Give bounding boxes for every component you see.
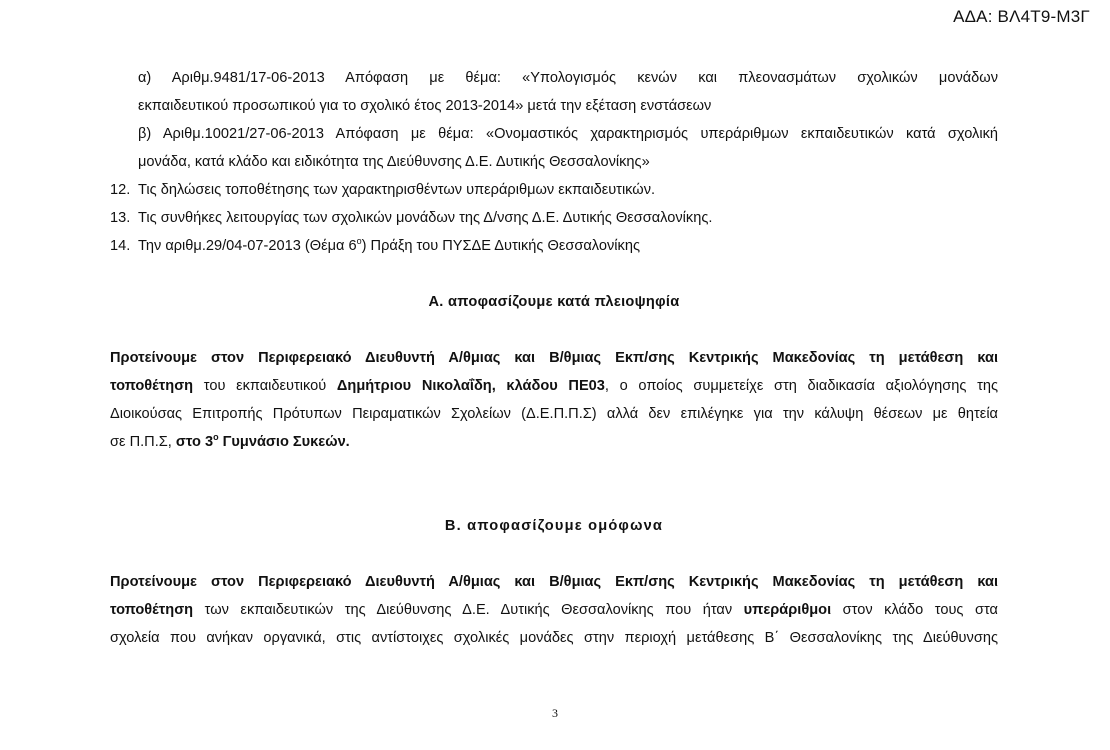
list-number: 13.	[110, 210, 131, 226]
list-text-post: ) Πράξη του ΠΥΣΔΕ Δυτικής Θεσσαλονίκης	[361, 238, 640, 254]
bold-text: τοποθέτηση	[110, 602, 194, 618]
item-a-line-2: εκπαιδευτικού προσωπικού για το σχολικό έτος 2013-2014» μετά την εξέταση ενστάσεων	[138, 98, 712, 114]
superscript: ο	[213, 432, 219, 443]
school-name-post: Γυμνάσιο Συκεών.	[218, 434, 350, 450]
teacher-name: Δημήτριου Νικολαΐδη, κλάδου ΠΕ03	[336, 378, 605, 394]
section-a-line-3: Διοικούσας Επιτροπής Πρότυπων Πειραματικών Σχολείων (Δ.Ε.Π.Π.Σ) αλλά δεν επιλέγηκε για την κάλυψη θέσεων με θητεία	[110, 406, 998, 422]
school-name-pre: στο 3	[175, 434, 214, 450]
bold-text: υπεράριθμοι	[743, 602, 832, 618]
superscript: ο	[356, 236, 362, 247]
plain-text: σε Π.Π.Σ,	[110, 434, 176, 450]
plain-text: των εκπαιδευτικών της Διεύθυνσης Δ.Ε. Δυτικής Θεσσαλονίκης που ήταν	[193, 602, 744, 618]
section-a-line-1	[110, 344, 998, 372]
bold-text: τοποθέτηση	[110, 378, 194, 394]
page-number: 3	[552, 706, 558, 720]
plain-text: στον κλάδο τους στα	[831, 602, 998, 618]
section-b-heading: Β. αποφασίζουμε ομόφωνα	[444, 518, 664, 534]
section-b-bold-text: Προτείνουμε στον Περιφερειακό Διευθυντή Α/θμιας και Β/θμιας Εκπ/σης Κεντρικής Μακεδονίας τη μετάθεση και	[110, 574, 998, 590]
plain-text: , ο οποίος συμμετείχε στη διαδικασία αξιολόγησης της	[604, 378, 999, 394]
section-b-line-3: σχολεία που ανήκαν οργανικά, στις αντίστοιχες σχολικές μονάδες στην περιοχή μετάθεσης Β΄ Θεσσαλονίκης της Διεύθυνσης	[110, 630, 998, 646]
item-a-line-1: α) Αριθμ.9481/17-06-2013 Απόφαση με θέμα: «Υπολογισμός κενών και πλεονασμάτων σχολικών μονάδων	[138, 70, 998, 86]
list-item-13	[110, 204, 998, 232]
item-b-line-1: β) Αριθμ.10021/27-06-2013 Απόφαση με θέμα: «Ονομαστικός χαρακτηρισμός υπεράριθμων εκπαιδευτικών κατά σχολική	[138, 126, 998, 142]
section-a-line-4	[110, 428, 998, 456]
section-b-line-2	[110, 596, 998, 624]
list-item-14	[110, 232, 998, 260]
section-a-heading: Α. αποφασίζουμε κατά πλειοψηφία	[428, 294, 680, 310]
list-number: 12.	[110, 182, 131, 198]
document-body	[110, 64, 998, 652]
plain-text: του εκπαιδευτικού	[193, 378, 337, 394]
ada-code: ΑΔΑ: ΒΛ4Τ9-Μ3Γ	[953, 7, 1090, 26]
item-b-line-2: μονάδα, κατά κλάδο και ειδικότητα της Διεύθυνσης Δ.Ε. Δυτικής Θεσσαλονίκης»	[138, 154, 650, 170]
section-a-bold-text: Προτείνουμε στον Περιφερειακό Διευθυντή Α/θμιας και Β/θμιας Εκπ/σης Κεντρικής Μακεδονίας τη μετάθεση και	[110, 350, 998, 366]
list-text	[110, 238, 640, 254]
list-number: 14.	[110, 238, 131, 254]
school-name	[176, 434, 350, 450]
list-item-12	[110, 176, 998, 204]
section-b-line-1	[110, 568, 998, 596]
list-text: Τις δηλώσεις τοποθέτησης των χαρακτηρισθέντων υπεράριθμων εκπαιδευτικών.	[138, 182, 656, 198]
section-a-line-2	[110, 372, 998, 400]
list-text-pre: Την αριθμ.29/04-07-2013 (Θέμα 6	[138, 238, 357, 254]
list-text: Τις συνθήκες λειτουργίας των σχολικών μονάδων της Δ/νσης Δ.Ε. Δυτικής Θεσσαλονίκης.	[138, 210, 713, 226]
